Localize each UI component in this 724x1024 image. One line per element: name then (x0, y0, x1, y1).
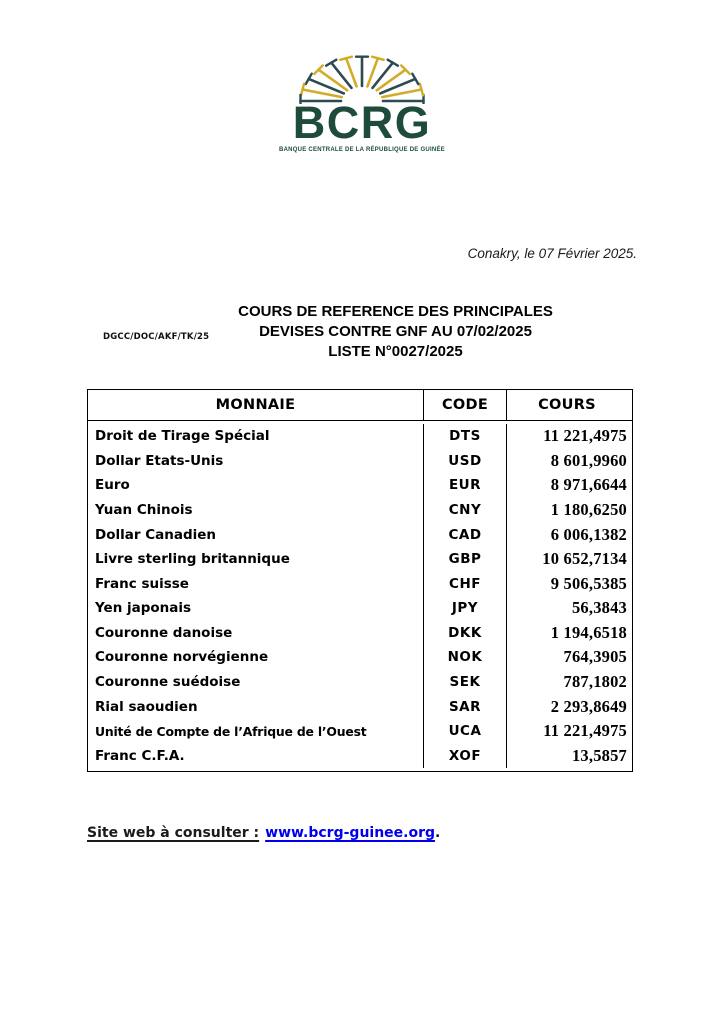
cell-code: CHF (424, 571, 507, 596)
cell-monnaie: Euro (88, 473, 424, 498)
table-row (88, 449, 632, 474)
cell-code: CAD (424, 522, 507, 547)
cell-code: NOK (424, 645, 507, 670)
website-link[interactable]: www.bcrg-guinee.org (265, 825, 436, 841)
table-row (88, 621, 632, 646)
cell-cours: 1 180,6250 (550, 500, 627, 520)
cell-code: GBP (424, 547, 507, 572)
cell-code: SAR (424, 694, 507, 719)
cell-cours: 6 006,1382 (550, 524, 627, 544)
table-row (88, 596, 632, 621)
cell-monnaie: Franc C.F.A. (88, 744, 424, 769)
table-row (88, 645, 632, 670)
logo-caption: BANQUE CENTRALE DE LA RÉPUBLIQUE DE GUINÉE (279, 147, 445, 153)
website-suffix: . (435, 825, 441, 841)
rates-table (87, 389, 633, 772)
table-row (88, 424, 632, 449)
cell-code: SEK (424, 670, 507, 695)
cell-code: JPY (424, 596, 507, 621)
header-monnaie: MONNAIE (88, 390, 424, 420)
table-row (88, 670, 632, 695)
cell-cours: 10 652,7134 (542, 549, 627, 569)
cell-monnaie: Franc suisse (88, 571, 424, 596)
cell-cours: 11 221,4975 (543, 721, 627, 741)
cell-monnaie: Droit de Tirage Spécial (88, 424, 424, 449)
title-line-3: LISTE N°0027/2025 (328, 343, 463, 360)
date-line: Conakry, le 07 Février 2025. (467, 246, 637, 261)
cell-code: UCA (424, 719, 507, 744)
header-cours: COURS (538, 397, 596, 413)
table-row (88, 719, 632, 744)
cell-cours: 787,1802 (563, 672, 627, 692)
table-row (88, 498, 632, 523)
table-body (88, 421, 632, 771)
table-row (88, 473, 632, 498)
cell-monnaie: Dollar Canadien (88, 522, 424, 547)
cell-cours: 9 506,5385 (550, 573, 627, 593)
cell-monnaie: Yen japonais (88, 596, 424, 621)
table-row (88, 522, 632, 547)
cell-code: USD (424, 449, 507, 474)
title-line-1: COURS DE REFERENCE DES PRINCIPALES (238, 303, 553, 320)
bcrg-logo (272, 42, 452, 153)
cell-monnaie: Couronne suédoise (88, 670, 424, 695)
cell-code: DTS (424, 424, 507, 449)
cell-monnaie: Couronne danoise (88, 621, 424, 646)
cell-code: DKK (424, 621, 507, 646)
cell-cours: 1 194,6518 (550, 622, 627, 642)
cell-cours: 11 221,4975 (543, 426, 627, 446)
cell-code: EUR (424, 473, 507, 498)
cell-cours: 764,3905 (563, 647, 627, 667)
table-row (88, 744, 632, 769)
website-line (87, 825, 440, 841)
cell-cours: 8 601,9960 (550, 450, 627, 470)
cell-cours: 13,5857 (571, 745, 627, 765)
cell-monnaie: Unité de Compte de l’Afrique de l’Ouest (88, 719, 424, 744)
header-code: CODE (424, 390, 507, 420)
cell-monnaie: Yuan Chinois (88, 498, 424, 523)
table-row (88, 694, 632, 719)
cell-code: CNY (424, 498, 507, 523)
document-title (238, 302, 553, 362)
table-row (88, 571, 632, 596)
logo-rays-icon (287, 42, 437, 104)
cell-monnaie: Dollar Etats-Unis (88, 449, 424, 474)
website-label: Site web à consulter : (87, 825, 260, 841)
cell-cours: 8 971,6644 (550, 475, 627, 495)
table-row (88, 547, 632, 572)
cell-code: XOF (424, 744, 507, 769)
title-line-2: DEVISES CONTRE GNF AU 07/02/2025 (259, 323, 532, 340)
cell-monnaie: Rial saoudien (88, 694, 424, 719)
table-header-row (88, 390, 632, 421)
cell-cours: 56,3843 (571, 598, 627, 618)
cell-monnaie: Livre sterling britannique (88, 547, 424, 572)
logo-acronym: BCRG (292, 97, 432, 148)
reference-code: DGCC/DOC/AKF/TK/25 (103, 332, 210, 342)
cell-monnaie: Couronne norvégienne (88, 645, 424, 670)
cell-cours: 2 293,8649 (550, 696, 627, 716)
